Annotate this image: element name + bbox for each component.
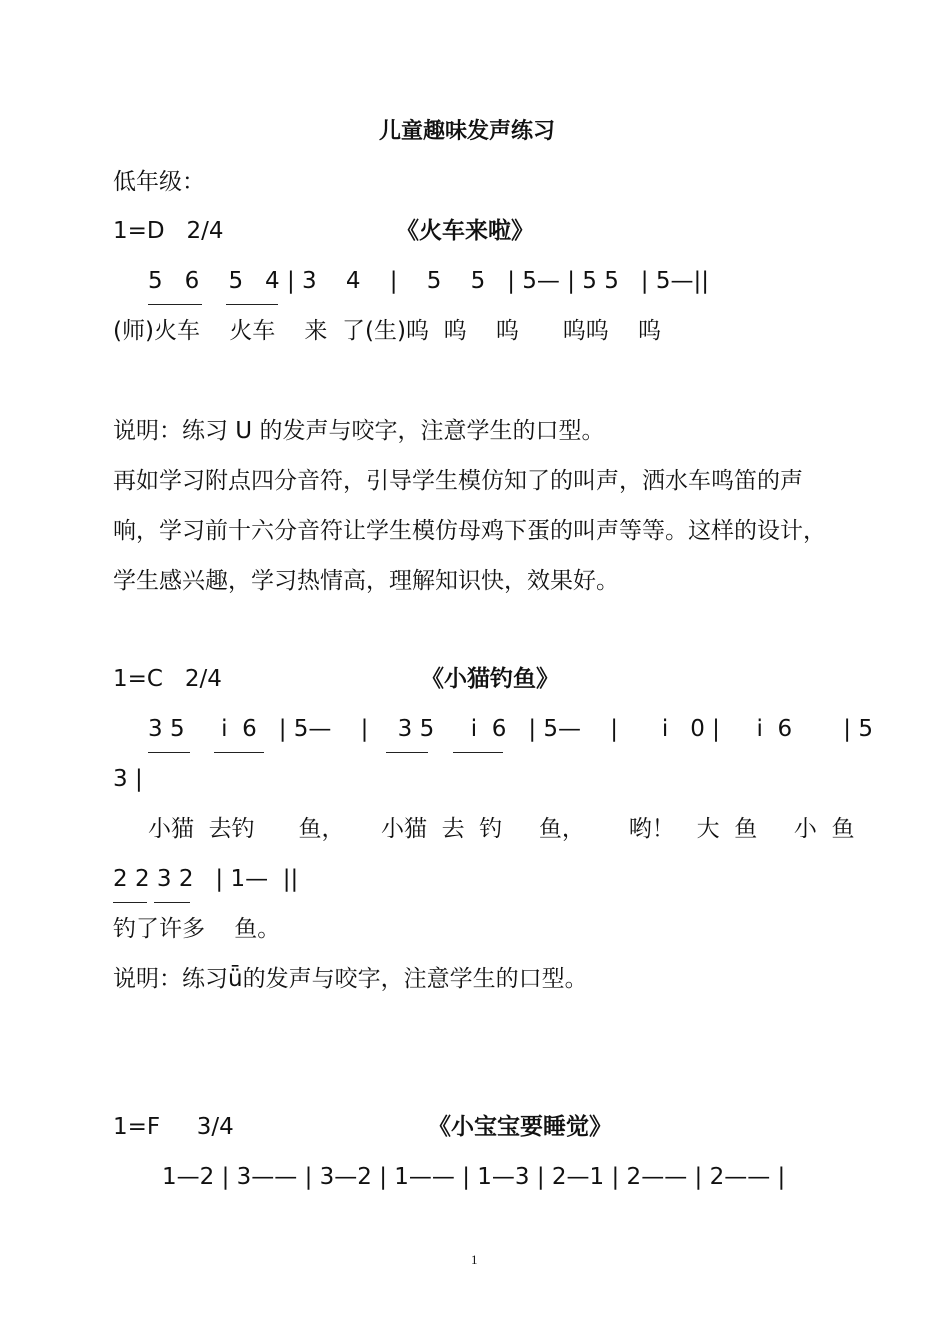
song3-notes: 1—2 | 3—— | 3—2 | 1—— | 1—3 | 2—1 | 2—— | 2—— | <box>162 1164 786 1190</box>
grade-label: 低年级： <box>113 169 205 195</box>
song3-key: 1=F 3/4 <box>113 1114 234 1140</box>
song2-notes: 2 2 3 2 | 1— || <box>113 866 299 892</box>
paragraph-line: 学生感兴趣，学习热情高，理解知识快，效果好。 <box>113 568 619 594</box>
song2-key: 1=C 2/4 <box>113 666 222 692</box>
song1-lyrics: (师)火车 火车 来 了(生)呜 呜 呜 呜呜 呜 <box>113 318 661 344</box>
song1-underline <box>226 304 278 305</box>
song2-lyrics: 小猫 去钓 鱼， 小猫 去 钓 鱼， 哟！ 大 鱼 小 鱼 <box>148 816 855 842</box>
song3-title: 《小宝宝要睡觉》 <box>428 1114 612 1140</box>
song2-notes: 3 5 i 6 | 5— | 3 5 i 6 | 5— | i 0 | i 6 | 5 <box>148 716 873 742</box>
document-title: 儿童趣味发声练习 <box>379 119 556 144</box>
song2-title: 《小猫钓鱼》 <box>421 666 559 692</box>
paragraph-line: 响，学习前十六分音符让学生模仿母鸡下蛋的叫声等等。这样的设计， <box>113 518 826 544</box>
song2-notes: 3 | <box>113 766 143 792</box>
song2-underline <box>214 752 264 753</box>
song1-title: 《火车来啦》 <box>396 218 534 244</box>
song1-underline <box>148 304 202 305</box>
page-number: 1 <box>471 1252 478 1267</box>
song2-underline <box>453 752 503 753</box>
song2-underline <box>386 752 428 753</box>
paragraph-line: 再如学习附点四分音符，引导学生模仿知了的叫声，洒水车鸣笛的声 <box>113 468 803 494</box>
note2: 说明：练习ǖ的发声与咬字，注意学生的口型。 <box>113 966 588 992</box>
song2-underline <box>154 902 190 903</box>
note1: 说明：练习 U 的发声与咬字，注意学生的口型。 <box>113 418 605 444</box>
song1-notes: 5 6 5 4 | 3 4 | 5 5 | 5— | 5 5 | 5—|| <box>148 268 709 294</box>
song2-underline <box>148 752 190 753</box>
song2-underline <box>113 902 147 903</box>
song1-key: 1=D 2/4 <box>113 218 224 244</box>
song2-lyrics: 钓了许多 鱼。 <box>113 916 281 942</box>
